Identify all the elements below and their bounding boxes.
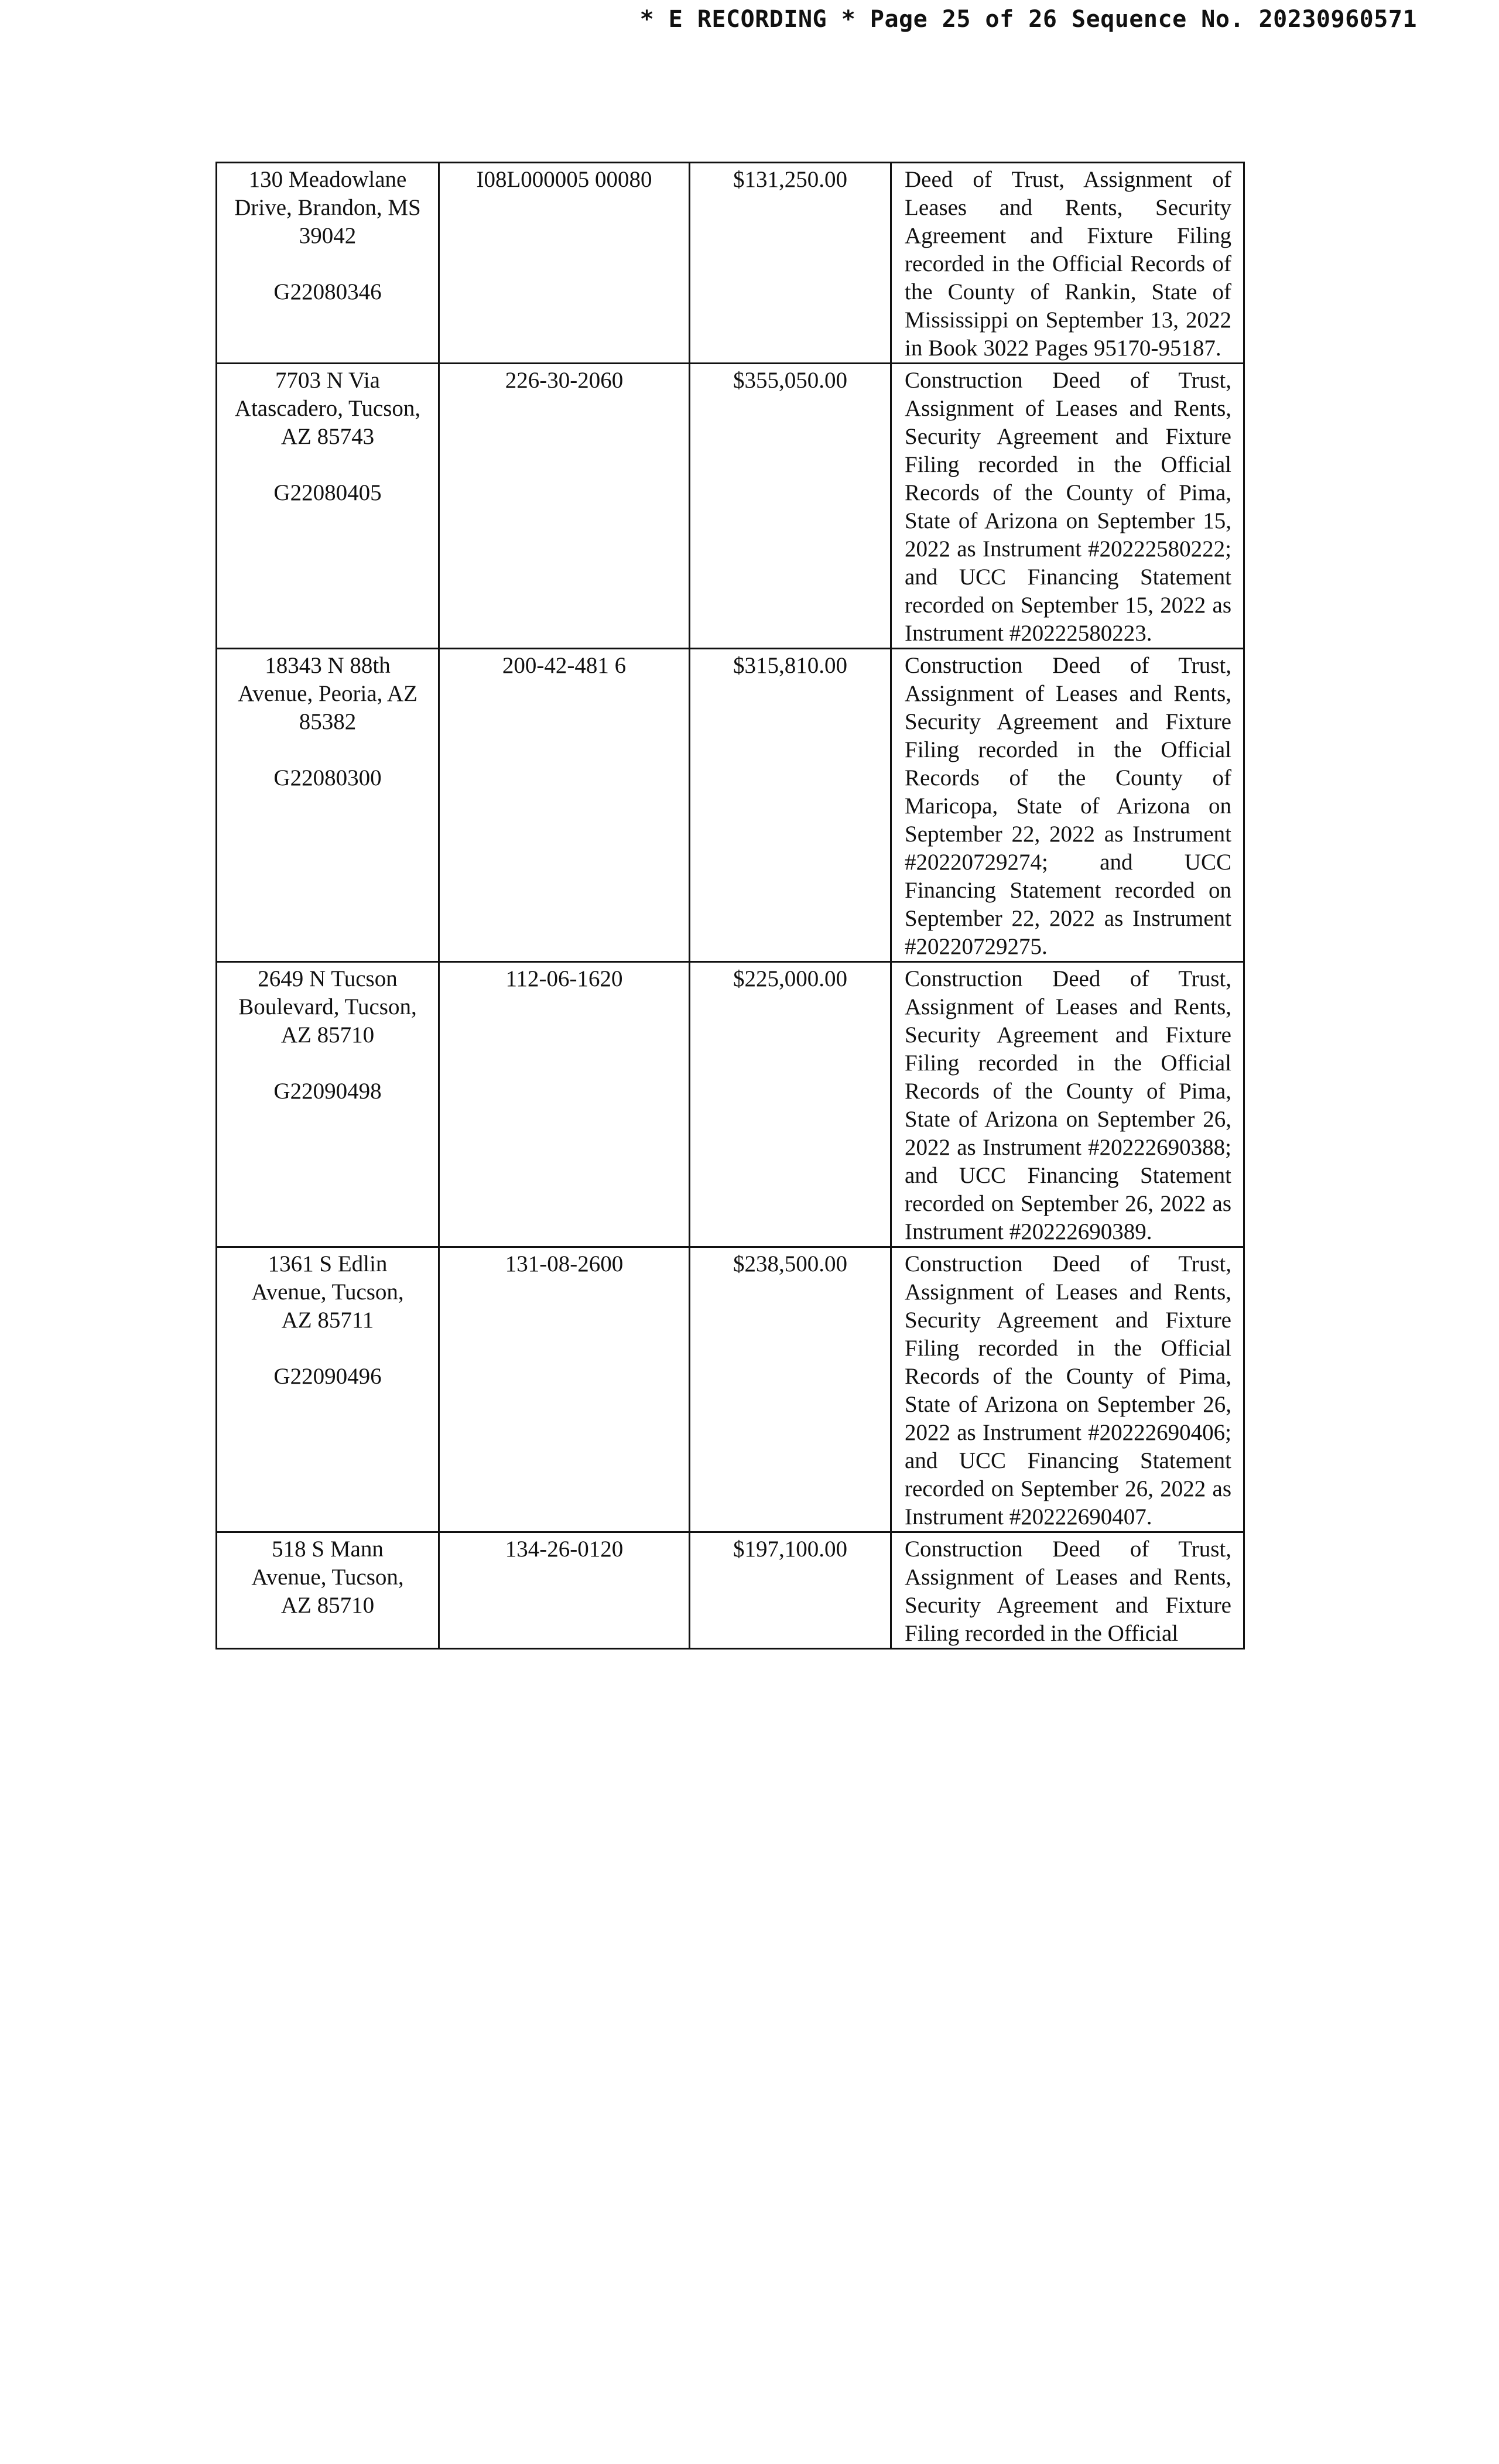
recording-description-cell: Deed of Trust, Assignment of Leases and Rents, Security Agreement and Fixture Filing recorded in the Official Records of the County of Rankin, State of Mississippi on September 13, 2022 in Book 3022 Pages 95170-95187. — [891, 163, 1244, 364]
recording-description-cell: Construction Deed of Trust, Assignment of Leases and Rents, Security Agreement and Fixture Filing recorded in the Official Records of the County of Maricopa, State of Arizona on September 22, 2022 as Instrument #20220729274; and UCC Financing Statement recorded on September 22, 2022 as Instrument #20220729275. — [891, 649, 1244, 962]
property-schedule-table — [215, 162, 1245, 1649]
address-line: 130 Meadowlane — [248, 167, 407, 192]
loan-id: G22090498 — [273, 1079, 382, 1104]
address-line: AZ 85710 — [280, 1593, 375, 1618]
address-line: AZ 85711 — [281, 1308, 374, 1333]
table-row — [217, 163, 1244, 364]
loan-id: G22080346 — [273, 279, 382, 304]
address-line: AZ 85710 — [280, 1022, 375, 1048]
loan-id: G22080405 — [273, 480, 382, 505]
table-row — [217, 1532, 1244, 1649]
property-address-cell — [217, 649, 439, 962]
loan-amount-cell: $315,810.00 — [690, 649, 891, 962]
loan-amount-cell: $238,500.00 — [690, 1247, 891, 1532]
address-line: 1361 S Edlin — [268, 1251, 388, 1277]
loan-amount-cell: $197,100.00 — [690, 1532, 891, 1649]
recording-description-cell: Construction Deed of Trust, Assignment of Leases and Rents, Security Agreement and Fixture Filing recorded in the Official — [891, 1532, 1244, 1649]
table-row — [217, 649, 1244, 962]
address-line: 18343 N 88th — [265, 653, 391, 678]
parcel-number-cell: 226-30-2060 — [439, 364, 690, 649]
address-line: AZ 85743 — [280, 424, 375, 449]
address-line: Boulevard, Tucson, — [238, 994, 417, 1019]
recording-header: * E RECORDING * Page 25 of 26 Sequence No. 20230960571 — [639, 6, 1417, 33]
address-line: 7703 N Via — [275, 368, 380, 393]
parcel-number-cell: 134-26-0120 — [439, 1532, 690, 1649]
property-address-cell — [217, 1532, 439, 1649]
address-line: 85382 — [299, 709, 357, 734]
recording-description-cell: Construction Deed of Trust, Assignment of Leases and Rents, Security Agreement and Fixture Filing recorded in the Official Records of the County of Pima, State of Arizona on September 26, 2022 as Instrument #20222690406; and UCC Financing Statement recorded on September 26, 2022 as Instrument #20222690407. — [891, 1247, 1244, 1532]
property-address-cell — [217, 962, 439, 1247]
table-row — [217, 1247, 1244, 1532]
loan-amount-cell: $131,250.00 — [690, 163, 891, 364]
address-line: Avenue, Tucson, — [251, 1279, 404, 1305]
parcel-number-cell: 200-42-481 6 — [439, 649, 690, 962]
property-address-cell — [217, 163, 439, 364]
loan-amount-cell: $355,050.00 — [690, 364, 891, 649]
parcel-number-cell: 112-06-1620 — [439, 962, 690, 1247]
loan-id: G22080300 — [273, 765, 382, 790]
address-line: Avenue, Peoria, AZ — [238, 681, 417, 706]
recording-description-cell: Construction Deed of Trust, Assignment of Leases and Rents, Security Agreement and Fixture Filing recorded in the Official Records of the County of Pima, State of Arizona on September 15, 2022 as Instrument #20222580222; and UCC Financing Statement recorded on September 15, 2022 as Instrument #20222580223. — [891, 364, 1244, 649]
address-line: Drive, Brandon, MS — [234, 195, 421, 220]
parcel-number-cell: 131-08-2600 — [439, 1247, 690, 1532]
address-line: 2649 N Tucson — [258, 966, 398, 991]
property-address-cell — [217, 1247, 439, 1532]
address-line: Avenue, Tucson, — [251, 1565, 404, 1590]
loan-id: G22090496 — [273, 1364, 382, 1389]
table-row — [217, 364, 1244, 649]
address-line: 39042 — [299, 223, 357, 248]
parcel-number-cell: I08L000005 00080 — [439, 163, 690, 364]
recording-description-cell: Construction Deed of Trust, Assignment of Leases and Rents, Security Agreement and Fixture Filing recorded in the Official Records of the County of Pima, State of Arizona on September 26, 2022 as Instrument #20222690388; and UCC Financing Statement recorded on September 26, 2022 as Instrument #20222690389. — [891, 962, 1244, 1247]
address-line: 518 S Mann — [272, 1536, 384, 1562]
address-line: Atascadero, Tucson, — [234, 396, 421, 421]
property-address-cell — [217, 364, 439, 649]
loan-amount-cell: $225,000.00 — [690, 962, 891, 1247]
table-row — [217, 962, 1244, 1247]
